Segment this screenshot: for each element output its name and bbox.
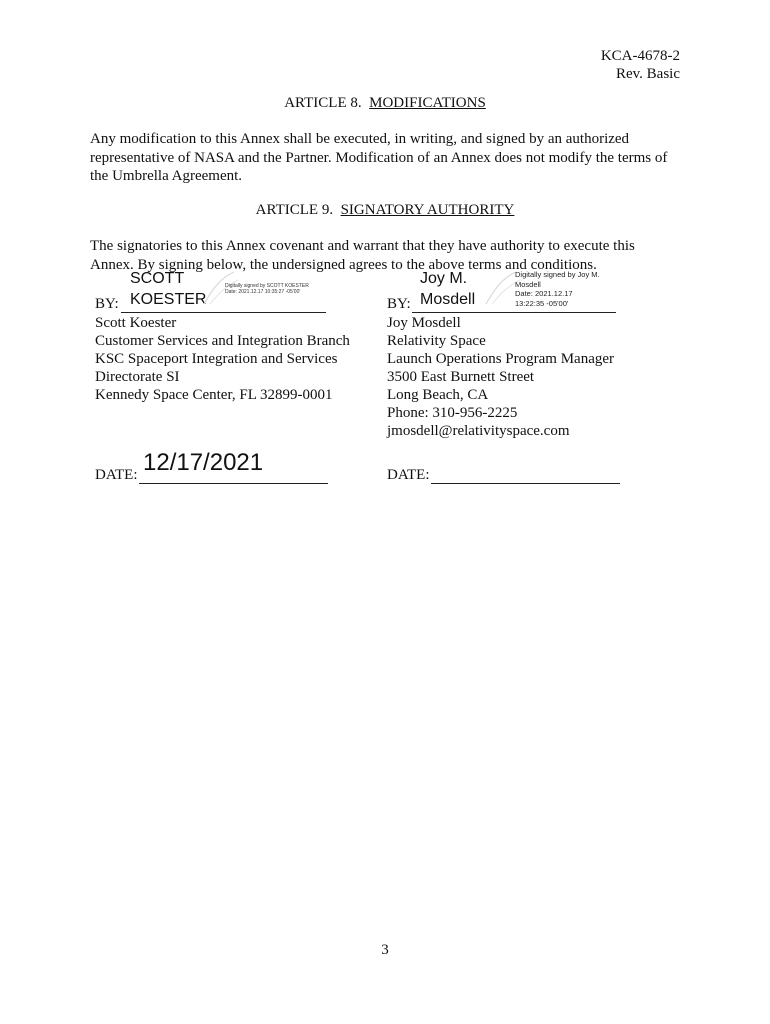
partner-digital-meta-line: Digitally signed by Joy M. bbox=[515, 270, 600, 279]
partner-digital-meta-line: Mosdell bbox=[515, 279, 541, 289]
partner-address-line: Long Beach, CA bbox=[387, 387, 489, 403]
article-8-line: Any modification to this Annex shall be executed, in writing, and signed by an authorized bbox=[90, 131, 630, 147]
nasa-signature-line bbox=[121, 312, 326, 313]
nasa-address-line: Customer Services and Integration Branch bbox=[95, 333, 350, 349]
article-9-title: SIGNATORY AUTHORITY bbox=[340, 202, 515, 218]
article-9-heading bbox=[0, 201, 770, 219]
article-8-body bbox=[90, 130, 690, 186]
article-8-prefix: ARTICLE 8. bbox=[284, 95, 362, 111]
article-8-line: representative of NASA and the Partner. Modification of an Annex does not modify the terms of bbox=[90, 149, 668, 166]
nasa-address-line: Directorate SI bbox=[95, 369, 180, 385]
partner-digital-meta-line: 13:22:35 -05'00' bbox=[515, 298, 569, 308]
nasa-by-label: BY: bbox=[95, 296, 119, 312]
article-9-prefix: ARTICLE 9. bbox=[255, 202, 334, 218]
partner-date-line bbox=[431, 483, 620, 484]
nasa-digital-signature-name bbox=[130, 268, 206, 310]
article-8-line: the Umbrella Agreement. bbox=[90, 168, 243, 184]
document-revision: Rev. Basic bbox=[615, 66, 680, 82]
partner-digital-name-line: Joy M. bbox=[420, 270, 468, 287]
partner-digital-name-line: Mosdell bbox=[420, 291, 476, 308]
partner-date-label: DATE: bbox=[387, 467, 430, 483]
nasa-date-label: DATE: bbox=[95, 467, 138, 483]
partner-address-line: Phone: 310-956-2225 bbox=[387, 405, 518, 421]
article-8-title: MODIFICATIONS bbox=[369, 95, 486, 111]
partner-address-line: Launch Operations Program Manager bbox=[387, 351, 615, 367]
partner-address-line: 3500 East Burnett Street bbox=[387, 369, 535, 385]
partner-address-line: Relativity Space bbox=[387, 333, 486, 349]
partner-signature-line bbox=[412, 312, 616, 313]
partner-digital-signature-name bbox=[420, 268, 475, 310]
partner-address-line: jmosdell@relativityspace.com bbox=[387, 423, 570, 439]
partner-digital-meta-line: Date: 2021.12.17 bbox=[515, 289, 573, 298]
document-number: KCA-4678-2 bbox=[600, 48, 680, 64]
nasa-address bbox=[95, 314, 350, 404]
nasa-address-line: Scott Koester bbox=[95, 315, 177, 331]
page-number: 3 bbox=[381, 942, 389, 958]
nasa-digital-name-line: SCOTT bbox=[130, 270, 185, 287]
nasa-address-line: Kennedy Space Center, FL 32899-0001 bbox=[95, 387, 333, 403]
nasa-digital-name-line: KOESTER bbox=[130, 291, 207, 308]
partner-address bbox=[387, 314, 614, 440]
article-9-line: Annex. By signing below, the undersigned agrees to the above terms and conditions. bbox=[90, 256, 597, 273]
partner-address-line: Joy Mosdell bbox=[387, 315, 461, 331]
nasa-address-line: KSC Spaceport Integration and Services bbox=[95, 351, 338, 367]
document-id-block bbox=[601, 47, 680, 83]
partner-by-label: BY: bbox=[387, 296, 411, 312]
nasa-digital-signature-meta bbox=[225, 283, 309, 295]
partner-digital-signature-meta bbox=[515, 270, 600, 308]
nasa-date-line bbox=[139, 483, 328, 484]
article-9-line: The signatories to this Annex covenant and warrant that they have authority to execute this bbox=[90, 238, 635, 254]
nasa-date-value: 12/17/2021 bbox=[143, 449, 264, 476]
article-8-heading bbox=[0, 94, 770, 112]
nasa-digital-meta-line: Digitally signed by SCOTT KOESTER bbox=[225, 283, 309, 289]
nasa-digital-meta-line: Date: 2021.12.17 10:35:27 -05'00' bbox=[225, 289, 301, 295]
